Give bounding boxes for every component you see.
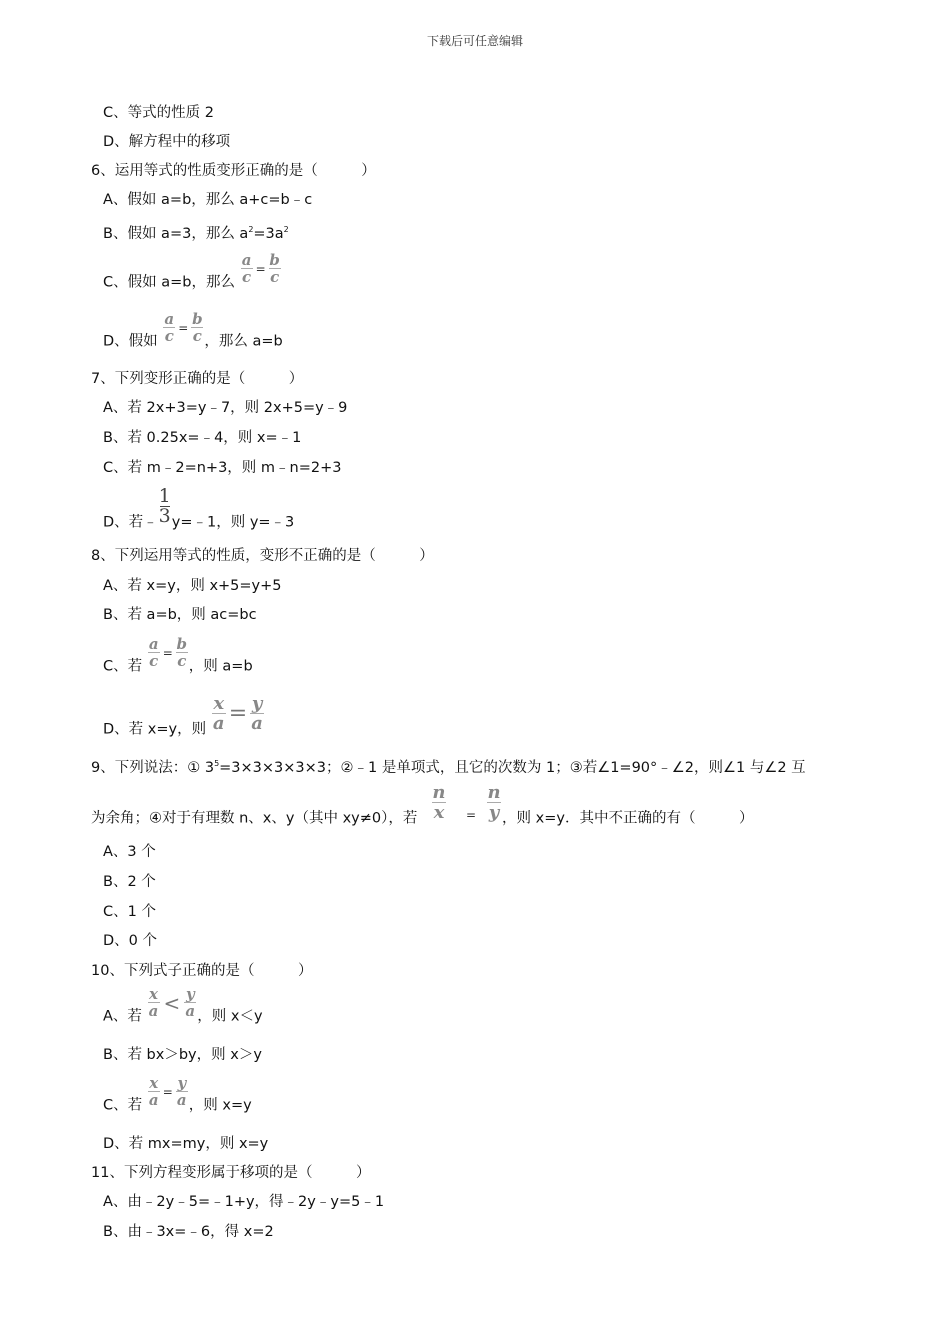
question-8: 8、下列运用等式的性质，变形不正确的是（ ） — [91, 548, 434, 564]
option-b-q8: B、若 a=b，则 ac=bc — [103, 607, 257, 623]
option-a-q11: A、由﹣2y﹣5=﹣1+y，得﹣2y﹣y=5﹣1 — [103, 1194, 385, 1210]
option-c-q7: C、若 m﹣2=n+3，则 m﹣n=2+3 — [103, 460, 342, 476]
question-7: 7、下列变形正确的是（ ） — [91, 371, 304, 387]
question-11: 11、下列方程变形属于移项的是（ ） — [91, 1165, 371, 1181]
option-c-q9: C、1 个 — [103, 904, 156, 920]
option-b-q10: B、若 bx＞by，则 x＞y — [103, 1047, 262, 1063]
fraction-x-over-a: $\frac{x}{a}$ — [148, 1074, 159, 1109]
page-header: 下载后可任意编辑 — [426, 34, 523, 48]
option-d-q6: D、假如 $\frac{a}{c}$ = $\frac{b}{c}$ ，那么 a=b — [103, 310, 283, 350]
question-9-line-2: 为余角；④对于有理数 n、x、y（其中 xy≠0），若 $\frac{n}{x}$ $_=$ $\frac{n}{y}$ ，则 x=y．其中不正确的有（ ） — [91, 782, 754, 827]
option-b-q6: B、假如 a=3，那么 $a^2=3a^2$ — [103, 225, 289, 242]
fraction-n-over-x: $\frac{n}{x}$ — [432, 782, 446, 823]
option-a-q6: A、假如 a=b，那么 a+c=b﹣c — [103, 192, 313, 208]
fraction-b-over-c: $\frac{b}{c}$ — [176, 635, 188, 670]
fraction-one-third: $\frac{1}{3}$ — [158, 485, 171, 527]
option-d-q7: D、若﹣ $\frac{1}{3}$ y=﹣1，则 y=﹣3 — [103, 485, 295, 531]
fraction-a-over-c: $\frac{a}{c}$ — [148, 635, 159, 670]
option-b-q11: B、由﹣3x=﹣6，得 x=2 — [103, 1224, 274, 1240]
option-c-q5: C、等式的性质 2 — [103, 105, 214, 121]
question-6: 6、运用等式的性质变形正确的是（ ） — [91, 163, 376, 179]
option-c-q6: C、假如 a=b，那么 $\frac{a}{c}$ = $\frac{b}{c}$ — [103, 251, 280, 291]
fraction-y-over-a: $\frac{y}{a}$ — [176, 1074, 187, 1109]
fraction-b-over-c: $\frac{b}{c}$ — [192, 310, 203, 345]
option-d-q10: D、若 mx=my，则 x=y — [103, 1136, 269, 1152]
option-b-q7: B、若 0.25x=﹣4，则 x=﹣1 — [103, 430, 302, 446]
option-d-q5: D、解方程中的移项 — [103, 134, 231, 150]
question-9-line-1: 9、下列说法：① $3^5=3\times 3\times 3\times 3\times 3$；②﹣1 是单项式，且它的次数为 1；③若∠1=90°﹣∠2，则∠1 与∠2 互 — [91, 759, 806, 776]
option-d-q8: D、若 x=y，则 $\frac{x}{a}$ = $\frac{y}{a}$ — [103, 693, 263, 738]
fraction-x-over-a: $\frac{x}{a}$ — [212, 693, 225, 734]
option-b-q9: B、2 个 — [103, 874, 156, 890]
option-a-q10: A、若 $\frac{x}{a}$ < $\frac{y}{a}$ ，则 x＜y — [103, 985, 263, 1025]
fraction-b-over-c: $\frac{b}{c}$ — [269, 251, 280, 286]
option-c-q8: C、若 $\frac{a}{c}$ = $\frac{b}{c}$ ，则 a=b — [103, 635, 253, 675]
fraction-x-over-a: $\frac{x}{a}$ — [148, 985, 159, 1020]
option-d-q9: D、0 个 — [103, 933, 157, 949]
fraction-a-over-c: $\frac{a}{c}$ — [164, 310, 175, 345]
option-c-q10: C、若 $\frac{x}{a}$ = $\frac{y}{a}$ ，则 x=y — [103, 1074, 252, 1114]
question-10: 10、下列式子正确的是（ ） — [91, 963, 313, 979]
option-a-q9: A、3 个 — [103, 844, 156, 860]
option-a-q8: A、若 x=y，则 x+5=y+5 — [103, 578, 282, 594]
fraction-n-over-y: $\frac{n}{y}$ — [487, 782, 501, 823]
fraction-a-over-c: $\frac{a}{c}$ — [241, 251, 252, 286]
fraction-y-over-a: $\frac{y}{a}$ — [185, 985, 196, 1020]
option-a-q7: A、若 2x+3=y﹣7，则 2x+5=y﹣9 — [103, 400, 348, 416]
fraction-y-over-a: $\frac{y}{a}$ — [251, 693, 263, 734]
